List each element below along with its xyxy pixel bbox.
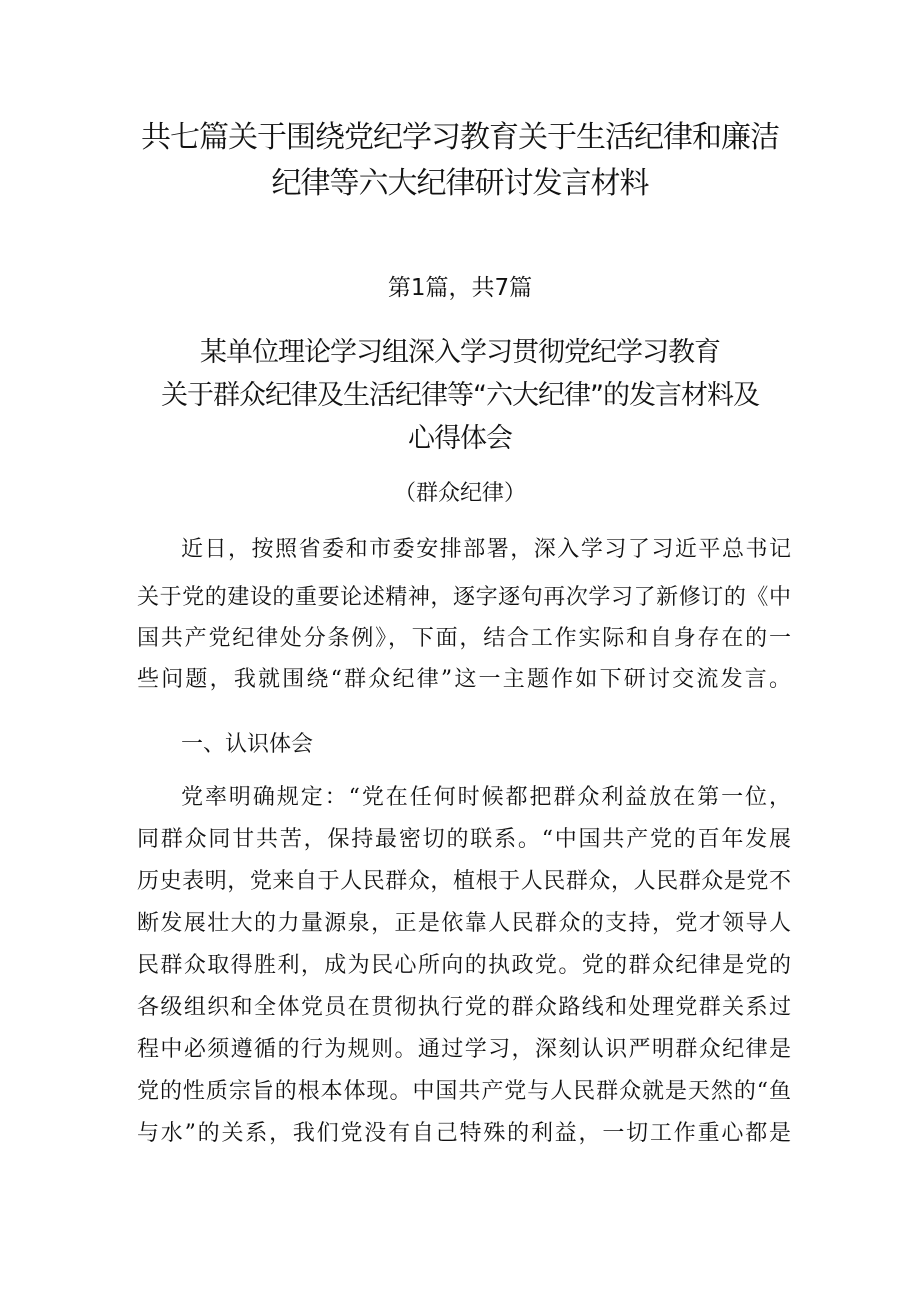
- intro-line-2: 关于党的建设的重要论述精神，逐字逐句再次学习了新修订的《中: [137, 585, 791, 610]
- body-line-6: 各级组织和全体党员在贯彻执行党的群众路线和处理党群关系过: [137, 995, 791, 1020]
- intro-line-3: 国共产党纪律处分条例》，下面，结合工作实际和自身存在的一: [137, 626, 791, 651]
- body-line-3: 历史表明，党来自于人民群众，植根于人民群众，人民群众是党不: [137, 869, 791, 894]
- section-tag: （群众纪律）: [393, 481, 526, 506]
- body-line-7: 程中必须遵循的行为规则。通过学习，深刻认识严明群众纪律是: [137, 1037, 791, 1062]
- intro-line-4: 些问题，我就围绕“群众纪律”这一主题作如下研讨交流发言。: [137, 667, 791, 692]
- document-title-line-1: 共七篇关于围绕党纪学习教育关于生活纪律和廉洁: [141, 120, 779, 155]
- section-heading-1: 一、认识体会: [181, 732, 314, 757]
- article-title-line-2: 关于群众纪律及生活纪律等“六大纪律”的发言材料及: [161, 380, 759, 411]
- body-line-5: 民群众取得胜利，成为民心所向的执政党。党的群众纪律是党的: [137, 953, 791, 978]
- part-label: 第1篇，共7篇: [387, 275, 533, 301]
- body-line-8: 党的性质宗旨的根本体现。中国共产党与人民群众就是天然的“鱼: [137, 1079, 791, 1104]
- document-title-line-2: 纪律等六大纪律研讨发言材料: [271, 166, 649, 201]
- body-line-9: 与水”的关系，我们党没有自己特殊的利益，一切工作重心都是: [137, 1121, 791, 1146]
- body-line-1: 党率明确规定：“党在任何时候都把群众利益放在第一位，: [181, 785, 791, 810]
- article-title-line-3: 心得体会: [408, 423, 512, 454]
- article-title-line-1: 某单位理论学习组深入学习贯彻党纪学习教育: [200, 337, 720, 368]
- body-line-4: 断发展壮大的力量源泉，正是依靠人民群众的支持，党才领导人: [137, 911, 791, 936]
- body-line-2: 同群众同甘共苦，保持最密切的联系。“中国共产党的百年发展: [137, 827, 791, 852]
- intro-line-1: 近日，按照省委和市委安排部署，深入学习了习近平总书记: [181, 537, 791, 562]
